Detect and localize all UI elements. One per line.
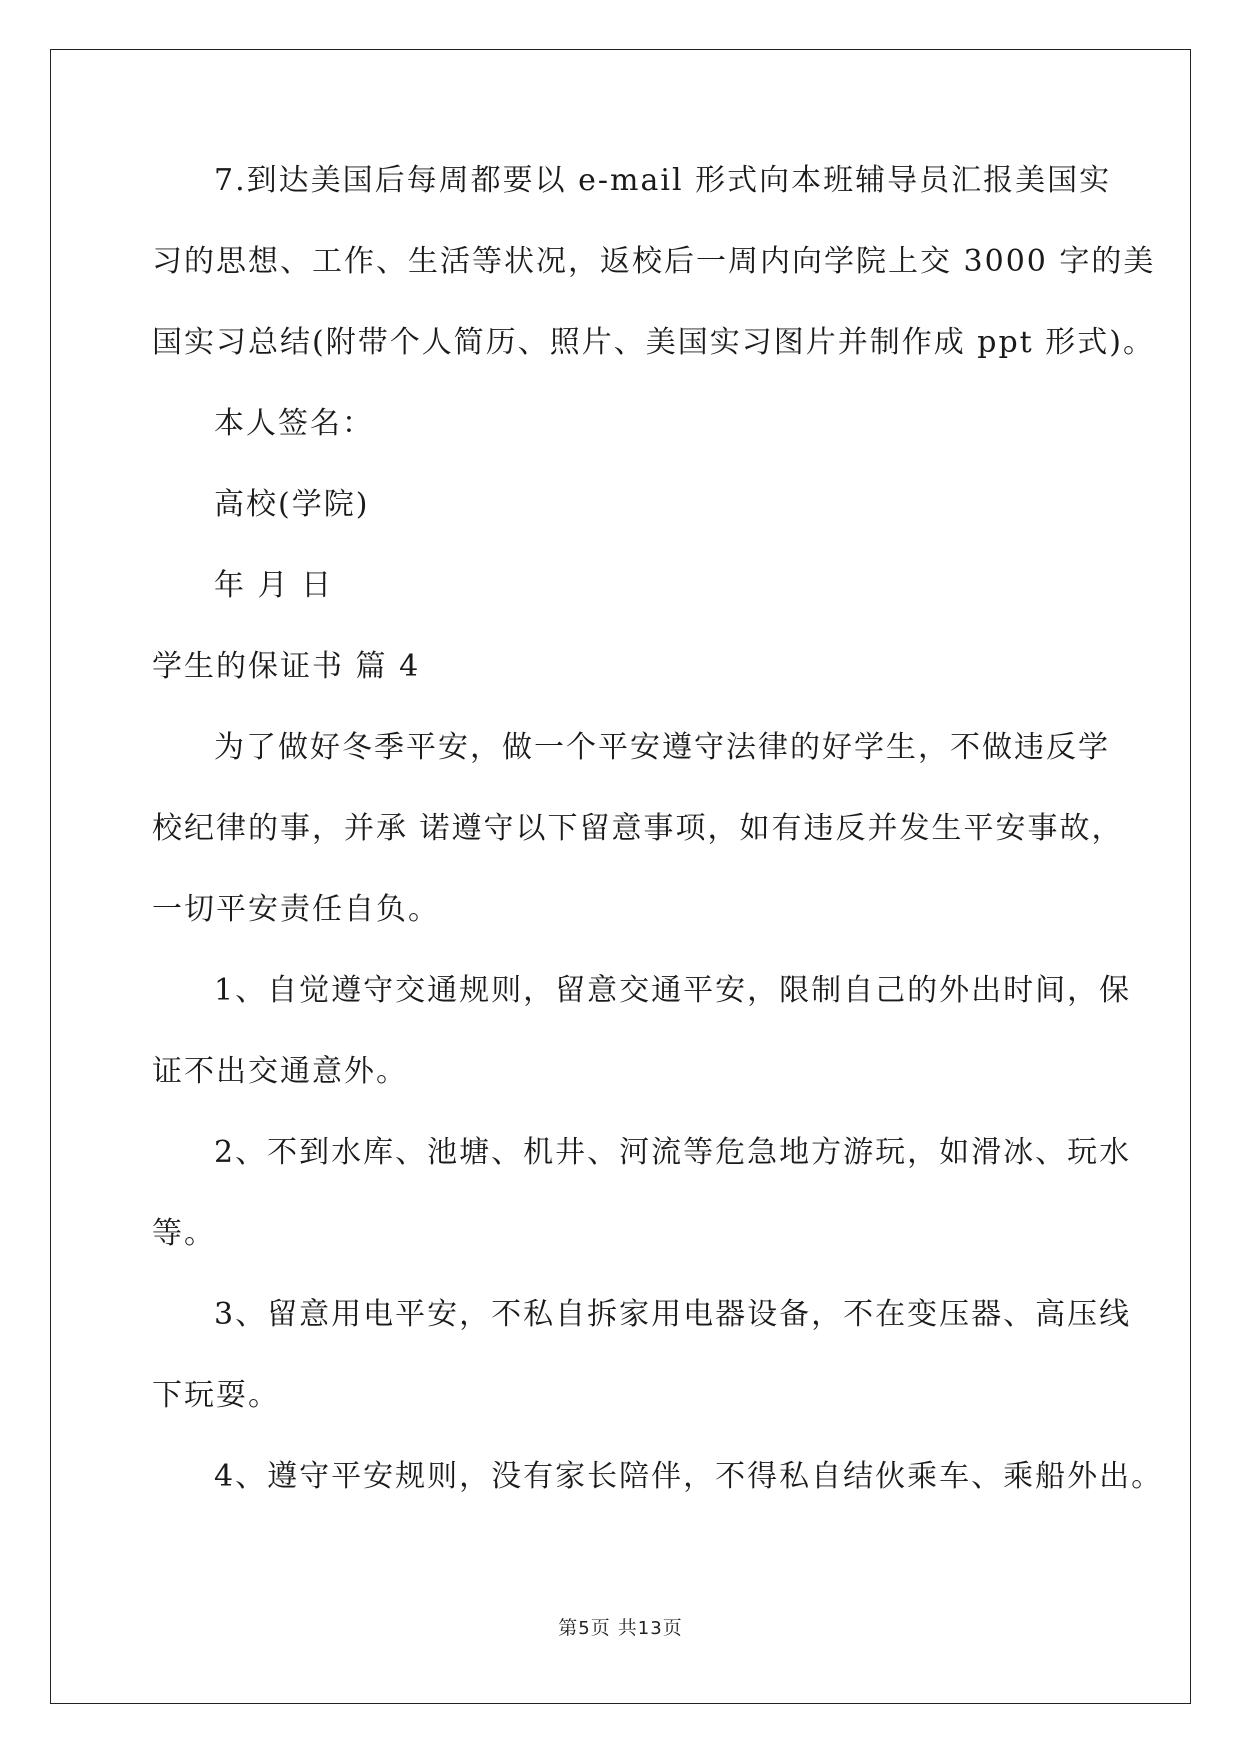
paragraph-line: 7.到达美国后每周都要以 e-mail 形式向本班辅导员汇报美国实 — [214, 163, 1112, 198]
section-heading: 学生的保证书 篇 4 — [152, 649, 421, 684]
paragraph-line: 证不出交通意外。 — [152, 1054, 408, 1089]
paragraph-line: 一切平安责任自负。 — [152, 892, 440, 927]
document-body — [152, 160, 1164, 1537]
footer-prefix: 第 — [558, 1617, 579, 1639]
footer-suffix: 页 — [662, 1617, 683, 1639]
paragraph-line: 国实习总结(附带个人简历、照片、美国实习图片并制作成 ppt 形式)。 — [152, 325, 1155, 360]
footer-page-number: 5 — [578, 1618, 591, 1639]
paragraph-line: 习的思想、工作、生活等状况，返校后一周内向学院上交 3000 字的美 — [152, 244, 1156, 279]
date-label: 年 月 日 — [214, 568, 334, 603]
paragraph-line: 1、自觉遵守交通规则，留意交通平安，限制自己的外出时间，保 — [214, 973, 1132, 1008]
paragraph-line: 等。 — [152, 1216, 216, 1251]
page-footer — [0, 1613, 1241, 1640]
paragraph-line: 校纪律的事，并承 诺遵守以下留意事项，如有违反并发生平安事故， — [152, 811, 1124, 846]
school-label: 高校(学院) — [214, 487, 370, 522]
footer-total-pages: 13 — [637, 1618, 663, 1639]
footer-mid: 页 共 — [590, 1617, 638, 1639]
paragraph-line: 2、不到水库、池塘、机井、河流等危急地方游玩，如滑冰、玩水 — [214, 1135, 1132, 1170]
paragraph-line: 为了做好冬季平安，做一个平安遵守法律的好学生，不做违反学 — [214, 730, 1110, 765]
paragraph-line: 3、留意用电平安，不私自拆家用电器设备，不在变压器、高压线 — [214, 1297, 1132, 1332]
paragraph-line: 下玩耍。 — [152, 1378, 280, 1413]
signature-label: 本人签名： — [214, 406, 374, 441]
paragraph-line: 4、遵守平安规则，没有家长陪伴，不得私自结伙乘车、乘船外出。 — [214, 1459, 1164, 1494]
